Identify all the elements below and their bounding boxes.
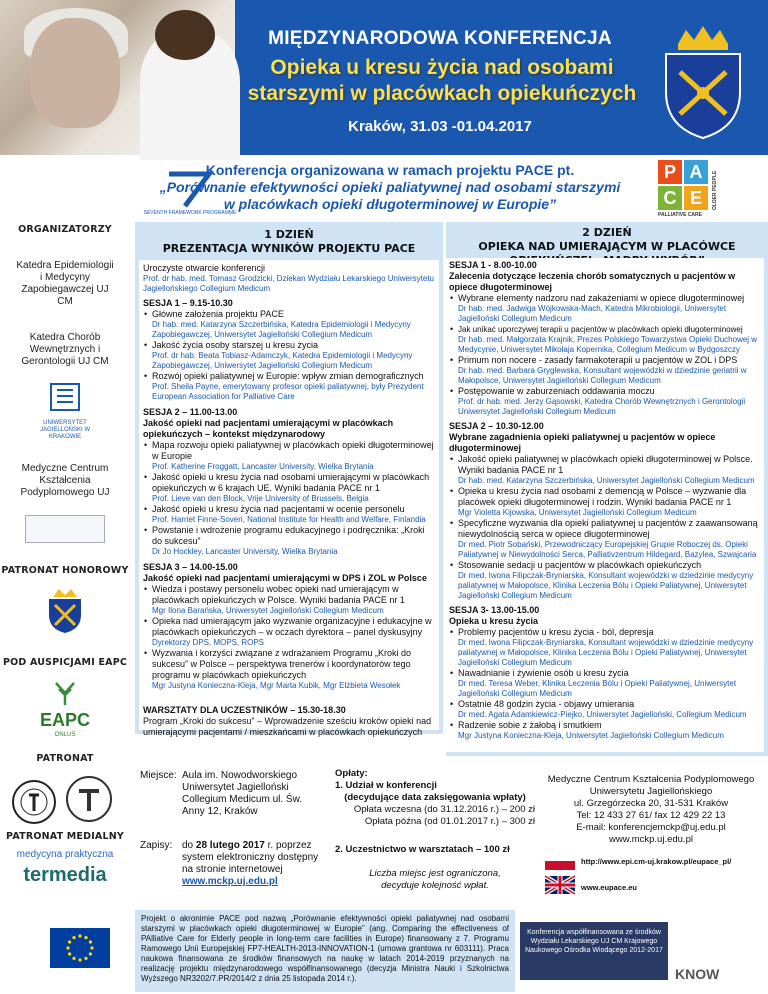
gerontology-society-icon (59, 773, 119, 825)
uj-logo-text: UNIWERSYTET JAGIELLOŃSKI W KRAKOWIE (39, 420, 90, 440)
day1-panel (135, 222, 443, 737)
registration: Zapisy: do 28 lutego 2017 r. poprzez system elektroniczny dostępny na stronie internetowej www.mckp.uj.edu.pl (140, 840, 319, 887)
eu-flag-icon (50, 928, 110, 968)
sidebar-organizers: ORGANIZATORZY Katedra Epidemiologii i Medycyny Zapobiegawczej UJ CM Katedra Chorób Wewnętrznych i Gerontologii UJ CM UNIWERSYTET JAGIELLOŃSKI W KRAKOWIE Medyczne Centrum Kształcenia Podyplomowego UJ PATRONAT HONOROWY POD AUSPICJAMI EAPC EAPC ONLUS PATRONAT PATRONAT MEDIALNY medycyna praktyczna termedia (1, 224, 129, 886)
conference-title: MIĘDZYNARODOWA KONFERENCJA (268, 28, 612, 49)
fees: Opłaty: 1. Udział w konferencji (decydujące data zaksięgowania wpłaty) Opłata wczesna (do 31.12.2016 r.) – 200 zł Opłata późna (od 01.01.2017 r.) – 300 zł 2. Uczestnictwo w warsztatach – 100 zł Liczba miejsc jest ograniczona, decyduje kolejność wpłat. (335, 768, 535, 891)
funding-note: Projekt o akronimie PACE pod nazwą „Porównanie efektywności opieki paliatywnej nad osobami starszymi w placówkach opieki długoterminowej w Europie” (ang. Comparing the effectiveness of PAlliative Care for Elderly people in long-term care facilities in Europe) finansowany z 7. Programu Ramowego Unii Europejskiej FP7-HEALTH-2013-INNOVATION-1 (umowa grantowa nr 603111). Praca naukowa finansowana ze środków finansowych na naukę w latach 2014-2019 przyznanych na realizację projektu międzynarodowego współfinansowanego (decyzja Ministra Nauki i Szkolnictwa Wyższego NR3202/7.PR/2014/2 z dnia 25 listopada 2014 r.). (135, 910, 515, 992)
uj-logo-icon (45, 380, 85, 416)
society-seal-icon (11, 779, 57, 825)
organizer-3: Medyczne Centrum Kształcenia Podyplomowego UJ (20, 463, 110, 498)
practical-info (135, 760, 768, 900)
organizer-2: Katedra Chorób Wewnętrznych i Gerontologii UJ CM (21, 332, 109, 367)
eapc-logo-text: EAPC (39, 710, 90, 730)
header-banner (0, 0, 768, 155)
organizers-heading: ORGANIZATORZY (18, 224, 112, 235)
registration-link[interactable]: www.mckp.uj.edu.pl (182, 876, 278, 887)
eapc-heading: POD AUSPICJAMI EAPC (2, 657, 128, 668)
media-logo-1: medycyna praktyczna (16, 849, 114, 860)
day2-panel (446, 222, 768, 756)
uk-flag-icon (545, 876, 575, 894)
organizer-1: Katedra Epidemiologii i Medycyny Zapobiegawczej UJ CM (16, 260, 114, 307)
polish-flag-icon (545, 852, 575, 870)
media-logo-2: termedia (23, 864, 107, 886)
krakow-crest-icon (658, 22, 748, 142)
patronage-heading: PATRONAT (36, 753, 94, 764)
pace-logo: P A C E PALLIATIVE CARE OLDER PEOPLE (658, 162, 718, 218)
project-description: Konferencja organizowana w ramach projektu PACE pt. „Porównanie efektywności opieki paliatywnej nad osobami starszymi w placówkach opieki długoterminowej w Europie” (159, 162, 621, 212)
header-photo (0, 0, 235, 155)
conference-subtitle: Opieka u kresu życia nad osobami starszymi w placówkach opiekuńczych (247, 56, 637, 105)
contact: Medyczne Centrum Kształcenia Podyplomowego Uniwersytetu Jagiellońskiego ul. Grzegórzecka 20, 31-531 Kraków Tel: 12 433 27 61/ fax 12 429 22 13 E-mail: konferencjemckp@uj.edu.pl www.mckp.uj.edu.pl (547, 774, 755, 845)
honor-patronage-heading: PATRONAT HONOROWY (1, 565, 129, 576)
conference-place-date: Kraków, 31.03 -01.04.2017 (348, 118, 532, 135)
svg-text:SEVENTH FRAMEWORK PROGRAMME: SEVENTH FRAMEWORK PROGRAMME (143, 210, 237, 216)
day1-program: Uroczyste otwarcie konferencji Prof. dr hab. med. Tomasz Grodzicki, Dziekan Wydziału Lekarskiego Uniwersytetu Jagiellońskiego Collegium Medicum SESJA 1 – 9.15-10.30 • Główne założenia projektu PACE Dr hab. med. Katarzyna Szczerbińska, Katedra Epidemiologii i Medycyny Zapobiegawczej, Uniwersytet Jagielloński Collegium Medicum • Jakość życia osoby starszej u kresu życia Prof. dr hab. Beata Tobiasz-Adamczyk, Katedra Epidemiologii i Medycyny Zapobiegawczej, Uniwersytet Jagielloński Collegium Medicum • Rozwój opieki paliatywnej w Europie: wpływ zmian demograficznych Prof. Sheila Payne, emerytowany profesor opieki paliatywnej, były Prezydent European Association for Palliative Care SESJA 2 – 11.00-13.00 Jakość opieki nad pacjentami umierającymi w placówkach opiekuńczych – kontekst międzynarodowy • Mapa rozwoju opieki paliatywnej w placówkach opieki długoterminowej w Europie Prof. Katherine Froggatt, Lancaster University, Wielka Brytania • Jakość opieki u kresu życia nad osobami umierającymi w placówkach opiekuńczych w 6 krajach UE. Wyniki badania PACE nr 1 Prof. Lieve van den Block, Vrije University of Brussels, Belgia • Jakość opieki u kresu życia nad pacjentami w ocenie personelu Prof. Harriet Finne-Soveri, National Institute for Health and Welfare, Finlandia • Powstanie i wdrożenie programu edukacyjnego i podręcznika: „Kroki do sukcesu” Dr Jo Hockley, Lancaster University, Wielka Brytania SESJA 3 – 14.00-15.00 Jakość opieki nad pacjentami umierającymi w DPS i ZOL w Polsce • Wiedza i postawy personelu wobec opieki nad umierającym w placówkach opiekuńczych w Polsce. Wyniki badania PACE nr 1 Mgr Ilona Barańska, Uniwersytet Jagielloński Collegium Medicum • Opieka nad umierającym jako wyzwanie organizacyjne i edukacyjne w placówkach opiekuńczych – w oczach dyrektora – panel dyskusyjny Dyrektorzy DPS, MOPS, ROPS • Wyzwania i korzyści związane z wdrażaniem Programu „Kroki do sukcesu” w Polsce – perspektywa trenerów i koordynatorów tego programu w placówkach opiekuńczych Mgr Justyna Konieczna-Kleja, Mgr Marta Kubik, Mgr Elżbieta Wesołek WARSZTATY DLA UCZESTNIKÓW – 15.30-18.30 Program „Kroki do sukcesu” – Wprowadzenie sześciu kroków opieki nad umierającymi pacjentami / mieszkańcami w placówkach opiekuńczych (139, 260, 439, 730)
eapc-tree-icon (50, 677, 80, 707)
pace-pl-link[interactable]: http://www.epi.cm-uj.krakow.pl/eupace_pl/ (581, 857, 732, 866)
venue: Miejsce: Aula im. Nowodworskiego Uniwersytet Jagielloński Collegium Medicum ul. Św. Anny 12, Kraków (140, 770, 303, 817)
mckp-logo-icon (0, 515, 130, 545)
day1-heading: 1 DZIEŃ PREZENTACJA WYNIKÓW PROJEKTU PACE (135, 222, 443, 260)
know-logo: KNOW (675, 966, 720, 982)
krakow-crest-small-icon (45, 587, 85, 635)
day2-program: SESJA 1 - 8.00-10.00 Zalecenia dotyczące leczenia chorób somatycznych u pacjentów w opiece długoterminowej • Wybrane elementy nadzoru nad zakażeniami w opiece długoterminowej Dr hab. med. Jadwiga Wójkowska-Mach, Katedra Mikrobiologii, Uniwersytet Jagielloński Collegium Medicum • Jak unikać uporczywej terapii u pacjentów w placówkach opieki długoterminowej Dr hab. med. Małgorzata Krajnik, Prezes Polskiego Towarzystwa Opieki Duchowej w Medycynie, Uniwersytet Mikołaja Kopernika, Collegium Medicum w Bydgoszczy • Primum non nocere - zasady farmakoterapii u pacjentów w ZOL i DPS Dr hab. med. Barbara Gryglewska, Konsultant wojewódzki w dziedzinie geriatrii w Małopolsce, Uniwersytet Jagielloński Collegium Medicum • Postępowanie w zaburzeniach oddawania moczu Prof. dr hab. med. Jerzy Gąsowski, Katedra Chorób Wewnętrznych i Gerontologii Uniwersytet Jagielloński Collegium Medicum SESJA 2 – 10.30-12.00 Wybrane zagadnienia opieki paliatywnej u pacjentów w opiece długoterminowej • Jakość opieki paliatywnej w placówkach opieki długoterminowej w Polsce. Wyniki badania PACE nr 1 Dr hab. med. Katarzyna Szczerbińska, Uniwersytet Jagielloński Collegium Medicum • Opieka u kresu życia nad osobami z demencją w Polsce – wyzwanie dla placówek opieki długoterminowej i rodzin. Wyniki badania PACE nr 1 Mgr Violetta Kijowska, Uniwersytet Jagielloński Collegium Medicum • Specyficzne wyzwania dla opieki paliatywnej u pacjentów z zaawansowaną niewydolnością serca w opiece długoterminowej Dr med. Piotr Sobański, Przewodniczący Europejskiej Grupie Roboczej ds. Opieki Paliatywnej w Niewydolności Serca, Palliativzentrum Hildegard, Bazylea, Szwajcaria • Stosowanie sedacji u pacjentów w placówkach opiekuńczych Dr med. Iwona Filipczak-Bryniarska, Konsultant wojewódzki w dziedzinie medycyny paliatywnej w Małopolsce, Klinika Leczenia Bólu i Opieki Paliatywnej, Uniwersytet Jagielloński Collegium Medicum SESJA 3- 13.00-15.00 Opieka u kresu życia • Problemy pacjentów u kresu życia - ból, depresja Dr med. Iwona Filipczak-Bryniarska, Konsultant wojewódzki w dziedzinie medycyny paliatywnej w Małopolsce, Klinika Leczenia Bólu i Opieki Paliatywnej, Uniwersytet Jagielloński Collegium Medicum • Nawadnianie i żywienie osób u kresu życia Dr med. Teresa Weber, Klinika Leczenia Bólu i Opieki Paliatywnej, Uniwersytet Jagielloński Collegium Medicum • Ostatnie 48 godzin życia - objawy umierania Dr med. Agata Adamkiewicz-Piejko, Uniwersytet Jagielloński, Collegium Medicum • Radzenie sobie z żałobą i smutkiem Mgr Justyna Konieczna-Kleja, Uniwersytet Jagielloński Collegium Medicum (446, 258, 764, 752)
day2-heading: 2 DZIEŃ OPIEKA NAD UMIERAJĄCYM W PLACÓWCE (446, 222, 768, 258)
pace-eu-link[interactable]: www.eupace.eu (581, 883, 637, 892)
cofinancing-note: Konferencja współfinansowana ze środków Wydziału Lekarskiego UJ CM Krajowego Naukowego Ośrodka Wiodącego 2012-2017 (520, 922, 668, 980)
media-patronage-heading: PATRONAT MEDIALNY (6, 831, 124, 842)
